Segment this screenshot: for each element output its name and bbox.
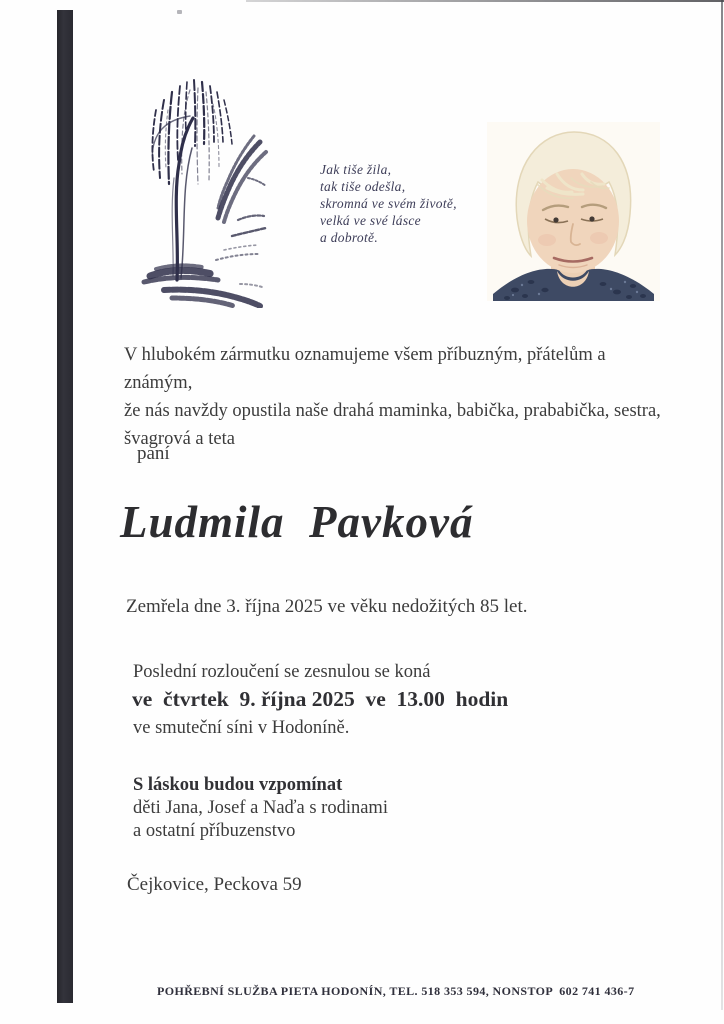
scan-speck	[177, 10, 182, 14]
verse-line: a dobrotě.	[320, 230, 378, 245]
memorial-verse	[320, 161, 457, 246]
farewell-place: ve smuteční síni v Hodoníně.	[133, 718, 350, 738]
verse-line: skromná ve svém životě,	[320, 196, 457, 211]
verse-line: Jak tiše žila,	[320, 162, 392, 177]
verse-line: velká ve své lásce	[320, 213, 421, 228]
salutation: paní	[137, 443, 170, 464]
scan-edge-artifact-top	[246, 0, 724, 2]
announcement-line: že nás navždy opustila naše drahá maminka, babička, prababička, sestra,	[124, 401, 661, 421]
farewell-block	[133, 659, 508, 741]
scan-edge-artifact-right	[721, 0, 723, 1010]
verse-line: tak tiše odešla,	[320, 179, 406, 194]
announcement-line: V hlubokém zármutku oznamujeme všem příbuzným, přátelům a známým,	[124, 345, 606, 393]
death-info: Zemřela dne 3. října 2025 ve věku nedožitých 85 let.	[126, 596, 528, 617]
mourners-line: děti Jana, Josef a Naďa s rodinami	[133, 798, 388, 818]
address: Čejkovice, Peckova 59	[127, 874, 302, 895]
mourners-block	[133, 773, 388, 843]
mourners-line: a ostatní příbuzenstvo	[133, 821, 296, 841]
portrait-photo	[487, 122, 660, 301]
farewell-intro: Poslední rozloučení se zesnulou se koná	[133, 662, 431, 682]
announcement-text	[124, 341, 669, 453]
mourners-heading: S láskou budou vzpomínat	[133, 775, 343, 795]
farewell-datetime: ve čtvrtek 9. října 2025 ve 13.00 hodin	[132, 687, 509, 711]
mourning-band	[57, 10, 73, 1003]
willow-tree-icon	[120, 70, 272, 308]
funeral-service-footer: POHŘEBNÍ SLUŽBA PIETA HODONÍN, TEL. 518 353 594, NONSTOP 602 741 436-7	[157, 984, 635, 998]
deceased-name: Ludmila Pavková	[120, 497, 474, 547]
announcement-line: švagrová a teta	[124, 429, 235, 449]
